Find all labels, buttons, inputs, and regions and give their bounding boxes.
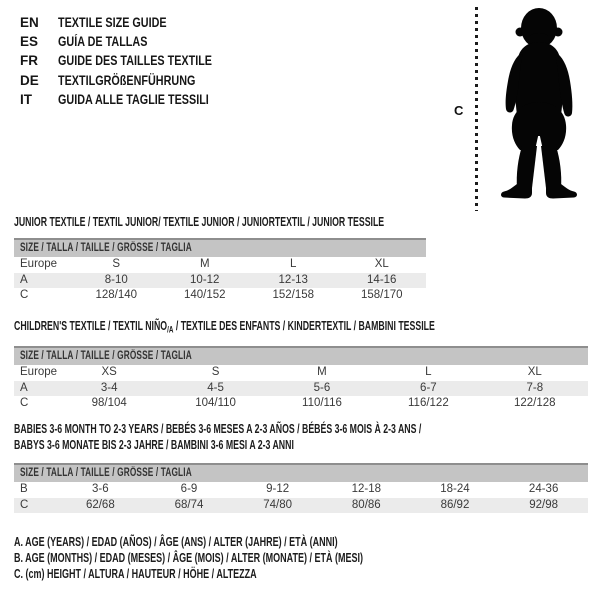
- size-cell: M: [317, 366, 327, 379]
- table-row: [14, 365, 588, 381]
- size-cell: 18-24: [440, 483, 470, 496]
- size-cell: 110/116: [302, 397, 342, 410]
- babies-section-title: [14, 421, 421, 453]
- size-cell: 10-12: [161, 273, 250, 289]
- size-cell: 7-8: [482, 381, 588, 397]
- size-cell: 3-4: [56, 381, 162, 397]
- table-row: [14, 273, 426, 289]
- footnote-b: B. AGE (MONTHS) / EDAD (MESES) / ÂGE (MOIS) / ALTER (MONATE) / ETÀ (MESI): [14, 551, 363, 566]
- children-title-subscript: /A: [167, 324, 174, 335]
- size-cell: 3-6: [92, 483, 109, 496]
- language-code: DE: [20, 72, 39, 88]
- size-cell: L: [290, 258, 297, 271]
- size-cell: 122/128: [513, 397, 556, 410]
- language-label: GUIDA ALLE TAGLIE TESSILI: [58, 91, 209, 107]
- size-cell: 152/158: [272, 289, 315, 302]
- table-row: [14, 257, 426, 273]
- table-row: [14, 498, 588, 514]
- language-code: ES: [20, 34, 39, 50]
- size-cell: 12-18: [351, 483, 381, 496]
- babies-size-table: [14, 463, 588, 513]
- children-title-text: CHILDREN'S TEXTILE / TEXTIL NIÑO: [14, 319, 168, 333]
- size-cell: XS: [101, 366, 117, 379]
- size-cell: 80/86: [322, 498, 411, 514]
- size-cell: 104/110: [195, 397, 236, 410]
- size-cell: 158/170: [360, 289, 403, 302]
- row-label: A: [14, 273, 72, 289]
- children-section-title: [14, 318, 435, 338]
- children-title-text: / TEXTILE DES ENFANTS / KINDERTEXTIL / BAMBINI TESSILE: [173, 319, 435, 333]
- size-cell: 6-9: [180, 483, 198, 496]
- language-code: EN: [20, 15, 39, 30]
- language-label: GUIDE DES TAILLES TEXTILE: [58, 53, 213, 69]
- table-row: [14, 396, 588, 412]
- size-cell: 5-6: [269, 381, 375, 397]
- row-label: Europe: [20, 366, 58, 379]
- size-cell: S: [211, 366, 220, 379]
- row-label: Europe: [20, 258, 58, 271]
- size-cell: 116/122: [408, 397, 449, 410]
- language-code: FR: [20, 53, 38, 69]
- language-legend: [20, 13, 251, 109]
- row-label: C: [14, 498, 56, 514]
- junior-section-title: JUNIOR TEXTILE / TEXTIL JUNIOR/ TEXTILE JUNIOR / JUNIORTEXTIL / JUNIOR TESSILE: [14, 215, 385, 229]
- size-header: SIZE / TALLA / TAILLE / GRÖSSE / TAGLIA: [14, 347, 588, 365]
- size-header: SIZE / TALLA / TAILLE / GRÖSSE / TAGLIA: [14, 239, 426, 257]
- size-cell: 68/74: [145, 498, 234, 514]
- size-cell: 62/68: [56, 498, 145, 514]
- size-cell: 4-5: [162, 381, 268, 397]
- size-cell: M: [199, 258, 210, 271]
- height-measure-line: [475, 7, 478, 211]
- size-cell: 92/98: [499, 498, 588, 514]
- size-cell: 9-12: [266, 483, 290, 496]
- footnote-c: C. (cm) HEIGHT / ALTURA / HAUTEUR / HÖHE / ALTEZZA: [14, 567, 257, 582]
- footnotes: [14, 534, 363, 583]
- size-cell: 86/92: [411, 498, 500, 514]
- height-measure-label: C: [454, 103, 464, 118]
- baby-silhouette-icon: [486, 6, 592, 206]
- babies-title-line1: BABIES 3-6 MONTH TO 2-3 YEARS / BEBÉS 3-6 MESES A 2-3 AÑOS / BÉBÉS 3-6 MOIS À 2-3 ANS /: [14, 422, 422, 436]
- table-row: [14, 288, 426, 304]
- size-cell: 140/152: [183, 289, 226, 302]
- size-cell: XL: [527, 366, 542, 379]
- row-label: C: [20, 397, 29, 410]
- row-label: B: [20, 483, 28, 496]
- size-cell: 6-7: [375, 381, 481, 397]
- language-label: TEXTILE SIZE GUIDE: [58, 15, 167, 30]
- babies-title-line2: BABYS 3-6 MONATE BIS 2-3 JAHRE / BAMBINI 3-6 MESI A 2-3 ANNI: [14, 438, 294, 452]
- table-row: [14, 381, 588, 397]
- size-cell: L: [425, 366, 432, 379]
- language-row-es: [20, 32, 251, 51]
- language-row-en: [20, 13, 251, 32]
- language-label: TEXTILGRÖßENFÜHRUNG: [58, 72, 196, 88]
- size-cell: S: [112, 258, 121, 271]
- row-label: A: [14, 381, 56, 397]
- language-label: GUÍA DE TALLAS: [58, 34, 148, 50]
- language-code: IT: [20, 91, 32, 107]
- size-cell: XL: [374, 258, 389, 271]
- junior-size-table: [14, 238, 426, 304]
- language-row-de: [20, 71, 251, 90]
- children-size-table: [14, 346, 588, 412]
- size-cell: 14-16: [338, 273, 427, 289]
- language-row-it: [20, 90, 251, 109]
- language-row-fr: [20, 51, 251, 70]
- size-cell: 98/104: [91, 397, 127, 410]
- size-header: SIZE / TALLA / TAILLE / GRÖSSE / TAGLIA: [14, 464, 588, 482]
- row-label: C: [20, 289, 29, 302]
- size-cell: 24-36: [528, 483, 559, 496]
- size-cell: 128/140: [95, 289, 138, 302]
- size-cell: 8-10: [72, 273, 161, 289]
- footnote-a: A. AGE (YEARS) / EDAD (AÑOS) / ÂGE (ANS) / ALTER (JAHRE) / ETÀ (ANNI): [14, 535, 338, 549]
- size-cell: 74/80: [233, 498, 322, 514]
- baby-figure: [450, 4, 600, 216]
- table-row: [14, 482, 588, 498]
- size-cell: 12-13: [249, 273, 338, 289]
